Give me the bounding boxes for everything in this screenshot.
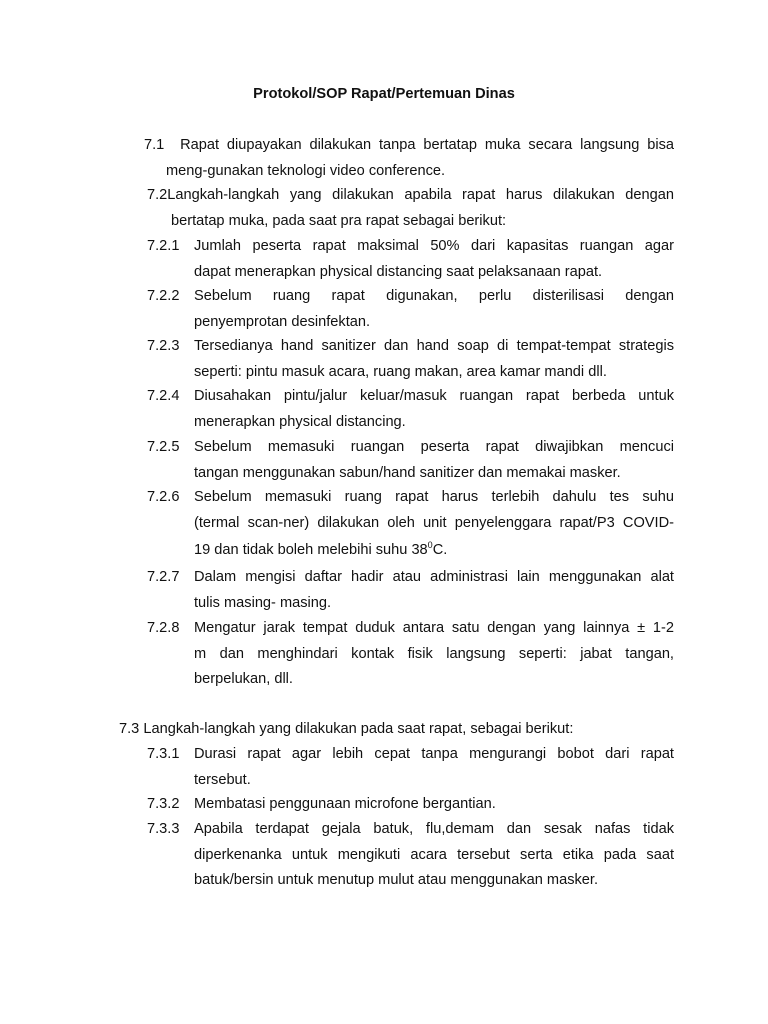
- section-7-1: [144, 133, 674, 184]
- list-item: [147, 334, 674, 385]
- item-line: Jumlah peserta rapat maksimal 50% dari kapasitas ruangan agar: [194, 238, 674, 254]
- list-item: [147, 792, 674, 818]
- item-line: Diusahakan pintu/jalur keluar/masuk ruangan rapat berbeda untuk: [194, 388, 674, 404]
- item-line: Membatasi penggunaan microfone bergantian.: [194, 796, 496, 812]
- section-number: 7.2: [147, 187, 168, 203]
- item-line: Sebelum memasuki ruang rapat harus terlebih dahulu tes suhu: [194, 489, 674, 505]
- list-item: [147, 435, 674, 486]
- item-number: 7.2.2: [147, 288, 180, 304]
- item-number: 7.3.2: [147, 796, 180, 812]
- item-line: tersebut.: [194, 771, 251, 788]
- list-item: [147, 284, 674, 335]
- item-number: 7.2.3: [147, 338, 180, 354]
- list-item: [147, 616, 674, 693]
- item-line: Tersedianya hand sanitizer dan hand soap di tempat-tempat strategis: [194, 338, 674, 354]
- section-line: Rapat diupayakan dilakukan tanpa bertatap muka secara langsung bisa: [180, 137, 674, 153]
- item-line: menerapkan physical distancing.: [194, 413, 406, 430]
- list-item: [147, 384, 674, 435]
- item-line: 19 dan tidak boleh melebihi suhu $38^0C$.: [194, 540, 448, 558]
- item-line: Apabila terdapat gejala batuk, flu,demam dan sesak nafas tidak: [194, 821, 674, 837]
- item-line: tangan menggunakan sabun/hand sanitizer dan memakai masker.: [194, 464, 621, 481]
- page-title: Protokol/SOP Rapat/Pertemuan Dinas: [253, 86, 515, 102]
- section-7-2: [147, 183, 674, 234]
- item-line: berpelukan, dll.: [194, 671, 293, 687]
- item-number: 7.2.1: [147, 238, 180, 254]
- section-number: 7.3: [119, 721, 140, 737]
- section-number: 7.1: [144, 137, 165, 153]
- item-line: Durasi rapat agar lebih cepat tanpa mengurangi bobot dari rapat: [194, 746, 674, 762]
- item-line: (termal scan-ner) dilakukan oleh unit penyelenggara rapat/P3 COVID-: [194, 514, 674, 531]
- section-line: Langkah-langkah yang dilakukan pada saat rapat, sebagai berikut:: [143, 721, 574, 737]
- item-line: tulis masing- masing.: [194, 594, 332, 611]
- item-line: Dalam mengisi daftar hadir atau administrasi lain menggunakan alat: [194, 569, 674, 585]
- item-line: Sebelum memasuki ruangan peserta rapat diwajibkan mencuci: [194, 439, 674, 455]
- item-line: seperti: pintu masuk acara, ruang makan, area kamar mandi dll.: [194, 363, 607, 380]
- item-line: Sebelum ruang rapat digunakan, perlu disterilisasi dengan: [194, 288, 674, 304]
- list-item: [147, 742, 674, 793]
- item-line: diperkenanka untuk mengikuti acara tersebut serta etika pada saat: [194, 846, 674, 863]
- list-item: [147, 485, 674, 564]
- item-number: 7.2.5: [147, 439, 180, 455]
- section-line: meng-gunakan teknologi video conference.: [166, 162, 446, 179]
- list-item: [147, 565, 674, 616]
- list-item: [147, 817, 674, 894]
- list-item: [147, 234, 674, 285]
- item-line: penyemprotan desinfektan.: [194, 313, 371, 330]
- item-number: 7.3.1: [147, 746, 180, 762]
- degree-superscript: 0: [427, 540, 433, 551]
- item-line: dapat menerapkan physical distancing saat pelaksanaan rapat.: [194, 263, 603, 280]
- item-number: 7.2.4: [147, 388, 180, 404]
- item-line: Mengatur jarak tempat duduk antara satu dengan yang lainnya ± 1-2: [194, 620, 674, 636]
- item-line: batuk/bersin untuk menutup mulut atau menggunakan masker.: [194, 872, 599, 888]
- item-line: m dan menghindari kontak fisik langsung seperti: jabat tangan,: [194, 645, 674, 662]
- item-number: 7.2.6: [147, 489, 180, 505]
- section-line: bertatap muka, pada saat pra rapat sebagai berikut:: [171, 212, 507, 229]
- item-number: 7.2.7: [147, 569, 180, 585]
- item-number: 7.3.3: [147, 821, 180, 837]
- section-7-3: [119, 717, 674, 743]
- item-number: 7.2.8: [147, 620, 180, 636]
- section-line: Langkah-langkah yang dilakukan apabila rapat harus dilakukan dengan: [167, 187, 674, 203]
